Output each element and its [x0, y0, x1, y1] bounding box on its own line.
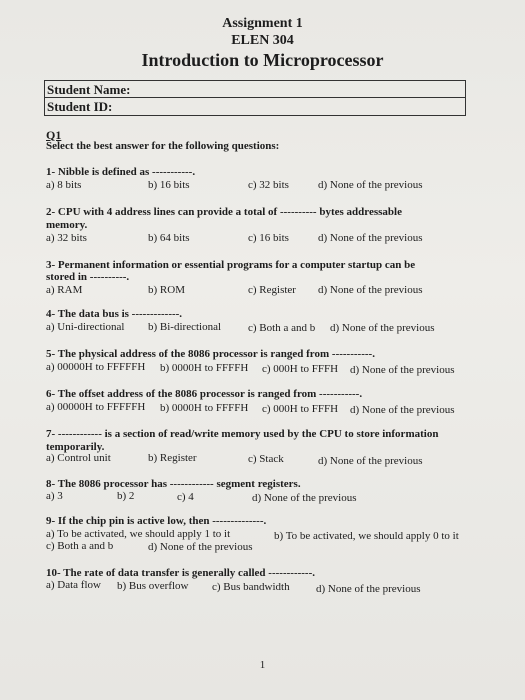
- q8-option-b: b) 2: [117, 490, 135, 502]
- question-2-text: 2- CPU with 4 address lines can provide a total of ---------- bytes addressable: [46, 206, 402, 218]
- q6-option-c: c) 000H to FFFH: [262, 403, 339, 415]
- question-3-text-cont: stored in ----------.: [46, 271, 130, 283]
- question-3-text: 3- Permanent information or essential programs for a computer startup can be: [46, 259, 416, 271]
- q7-option-d: d) None of the previous: [318, 455, 423, 467]
- q7-option-c: c) Stack: [248, 453, 284, 465]
- question-2-text-cont: memory.: [46, 219, 88, 231]
- question-7-text: 7- ------------ is a section of read/write memory used by the CPU to store information: [46, 428, 439, 440]
- q4-option-a: a) Uni-directional: [46, 321, 125, 333]
- question-10-text: 10- The rate of data transfer is generally called ------------.: [46, 567, 316, 579]
- student-id-label: Student ID:: [47, 99, 113, 114]
- q4-option-c: c) Both a and b: [248, 322, 316, 334]
- q10-option-c: c) Bus bandwidth: [212, 581, 290, 593]
- q4-option-b: b) Bi-directional: [148, 321, 222, 333]
- assignment-label: Assignment 1: [222, 16, 303, 31]
- q10-option-d: d) None of the previous: [316, 583, 421, 595]
- q8-option-d: d) None of the previous: [252, 492, 357, 504]
- q1-option-b: b) 16 bits: [148, 179, 190, 191]
- question-6-text: 6- The offset address of the 8086 processor is ranged from -----------.: [46, 388, 363, 400]
- q5-option-d: d) None of the previous: [350, 364, 455, 376]
- q6-option-d: d) None of the previous: [350, 404, 455, 416]
- student-name-row: [45, 81, 465, 98]
- q10-option-b: b) Bus overflow: [117, 580, 189, 592]
- question-4-text: 4- The data bus is -------------.: [46, 308, 183, 320]
- q6-option-b: b) 0000H to FFFFH: [160, 402, 249, 414]
- student-name-label: Student Name:: [47, 82, 131, 97]
- q3-option-a: a) RAM: [46, 284, 83, 296]
- q5-option-c: c) 000H to FFFH: [262, 363, 339, 375]
- q9-option-d: d) None of the previous: [148, 541, 253, 553]
- q3-option-b: b) ROM: [148, 284, 185, 296]
- q1-option-a: a) 8 bits: [46, 179, 82, 191]
- instruction-text: Select the best answer for the following questions:: [46, 140, 280, 152]
- page-number: 1: [259, 659, 266, 671]
- question-9-text: 9- If the chip pin is active low, then --------------.: [46, 515, 267, 527]
- student-id-row: [45, 98, 465, 115]
- q8-option-a: a) 3: [46, 490, 63, 502]
- q3-option-d: d) None of the previous: [318, 284, 423, 296]
- question-1-text: 1- Nibble is defined as -----------.: [46, 166, 196, 178]
- q1-option-d: d) None of the previous: [318, 179, 423, 191]
- q9-option-b: b) To be activated, we should apply 0 to it: [274, 530, 459, 542]
- q2-option-a: a) 32 bits: [46, 232, 87, 244]
- q9-option-c: c) Both a and b: [46, 540, 114, 552]
- q9-option-a: a) To be activated, we should apply 1 to it: [46, 528, 231, 540]
- q2-option-b: b) 64 bits: [148, 232, 190, 244]
- page-title: Introduction to Microprocessor: [141, 50, 384, 70]
- section-label: Q1: [46, 128, 62, 142]
- q8-option-c: c) 4: [177, 491, 194, 503]
- q2-option-c: c) 16 bits: [248, 232, 289, 244]
- q1-option-c: c) 32 bits: [248, 179, 289, 191]
- q5-option-a: a) 00000H to FFFFFH: [46, 361, 146, 373]
- q10-option-a: a) Data flow: [46, 579, 101, 591]
- q7-option-a: a) Control unit: [46, 452, 111, 464]
- course-code: ELEN 304: [231, 33, 294, 48]
- q5-option-b: b) 0000H to FFFFH: [160, 362, 249, 374]
- q6-option-a: a) 00000H to FFFFFH: [46, 401, 146, 413]
- question-8-text: 8- The 8086 processor has ------------ segment registers.: [46, 478, 301, 490]
- question-5-text: 5- The physical address of the 8086 processor is ranged from -----------.: [46, 348, 375, 360]
- q7-option-b: b) Register: [148, 452, 197, 464]
- student-info-box: [44, 80, 466, 116]
- q4-option-d: d) None of the previous: [330, 322, 435, 334]
- q2-option-d: d) None of the previous: [318, 232, 423, 244]
- question-7-text-cont: temporarily.: [46, 441, 105, 453]
- q3-option-c: c) Register: [248, 284, 296, 296]
